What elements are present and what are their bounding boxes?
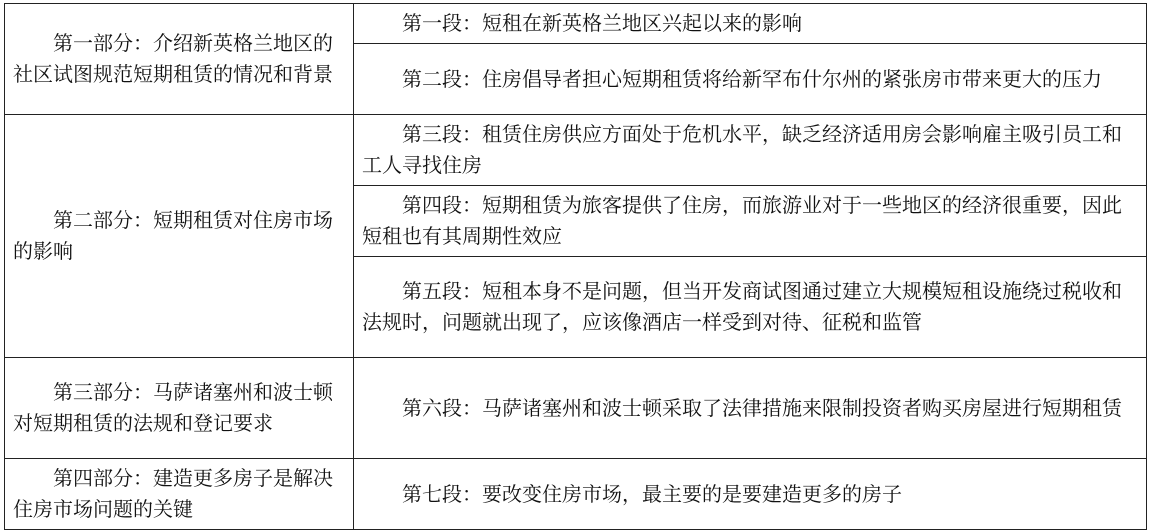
paragraph-1-cell: 第一段：短租在新英格兰地区兴起以来的影响: [354, 4, 1147, 44]
part-1-cell: 第一部分：介绍新英格兰地区的社区试图规范短期租赁的情况和背景: [5, 4, 354, 115]
table-row: [5, 115, 1147, 186]
paragraph-3-cell: 第三段：租赁住房供应方面处于危机水平，缺乏经济适用房会影响雇主吸引员工和工人寻找住房: [354, 115, 1147, 186]
table-row: [5, 4, 1147, 44]
part-4-cell: 第四部分：建造更多房子是解决住房市场问题的关键: [5, 459, 354, 530]
paragraph-5-cell: 第五段：短租本身不是问题，但当开发商试图通过建立大规模短租设施绕过税收和法规时，问题就出现了，应该像酒店一样受到对待、征税和监管: [354, 257, 1147, 358]
paragraph-7-cell: 第七段：要改变住房市场，最主要的是要建造更多的房子: [354, 459, 1147, 530]
paragraph-2-cell: 第二段：住房倡导者担心短期租赁将给新罕布什尔州的紧张房市带来更大的压力: [354, 44, 1147, 115]
paragraph-4-cell: 第四段：短期租赁为旅客提供了住房，而旅游业对于一些地区的经济很重要，因此短租也有其周期性效应: [354, 186, 1147, 257]
part-3-cell: 第三部分：马萨诸塞州和波士顿对短期租赁的法规和登记要求: [5, 358, 354, 459]
table-row: [5, 358, 1147, 459]
outline-table: [4, 3, 1147, 530]
paragraph-6-cell: 第六段：马萨诸塞州和波士顿采取了法律措施来限制投资者购买房屋进行短期租赁: [354, 358, 1147, 459]
part-2-cell: 第二部分：短期租赁对住房市场的影响: [5, 115, 354, 358]
